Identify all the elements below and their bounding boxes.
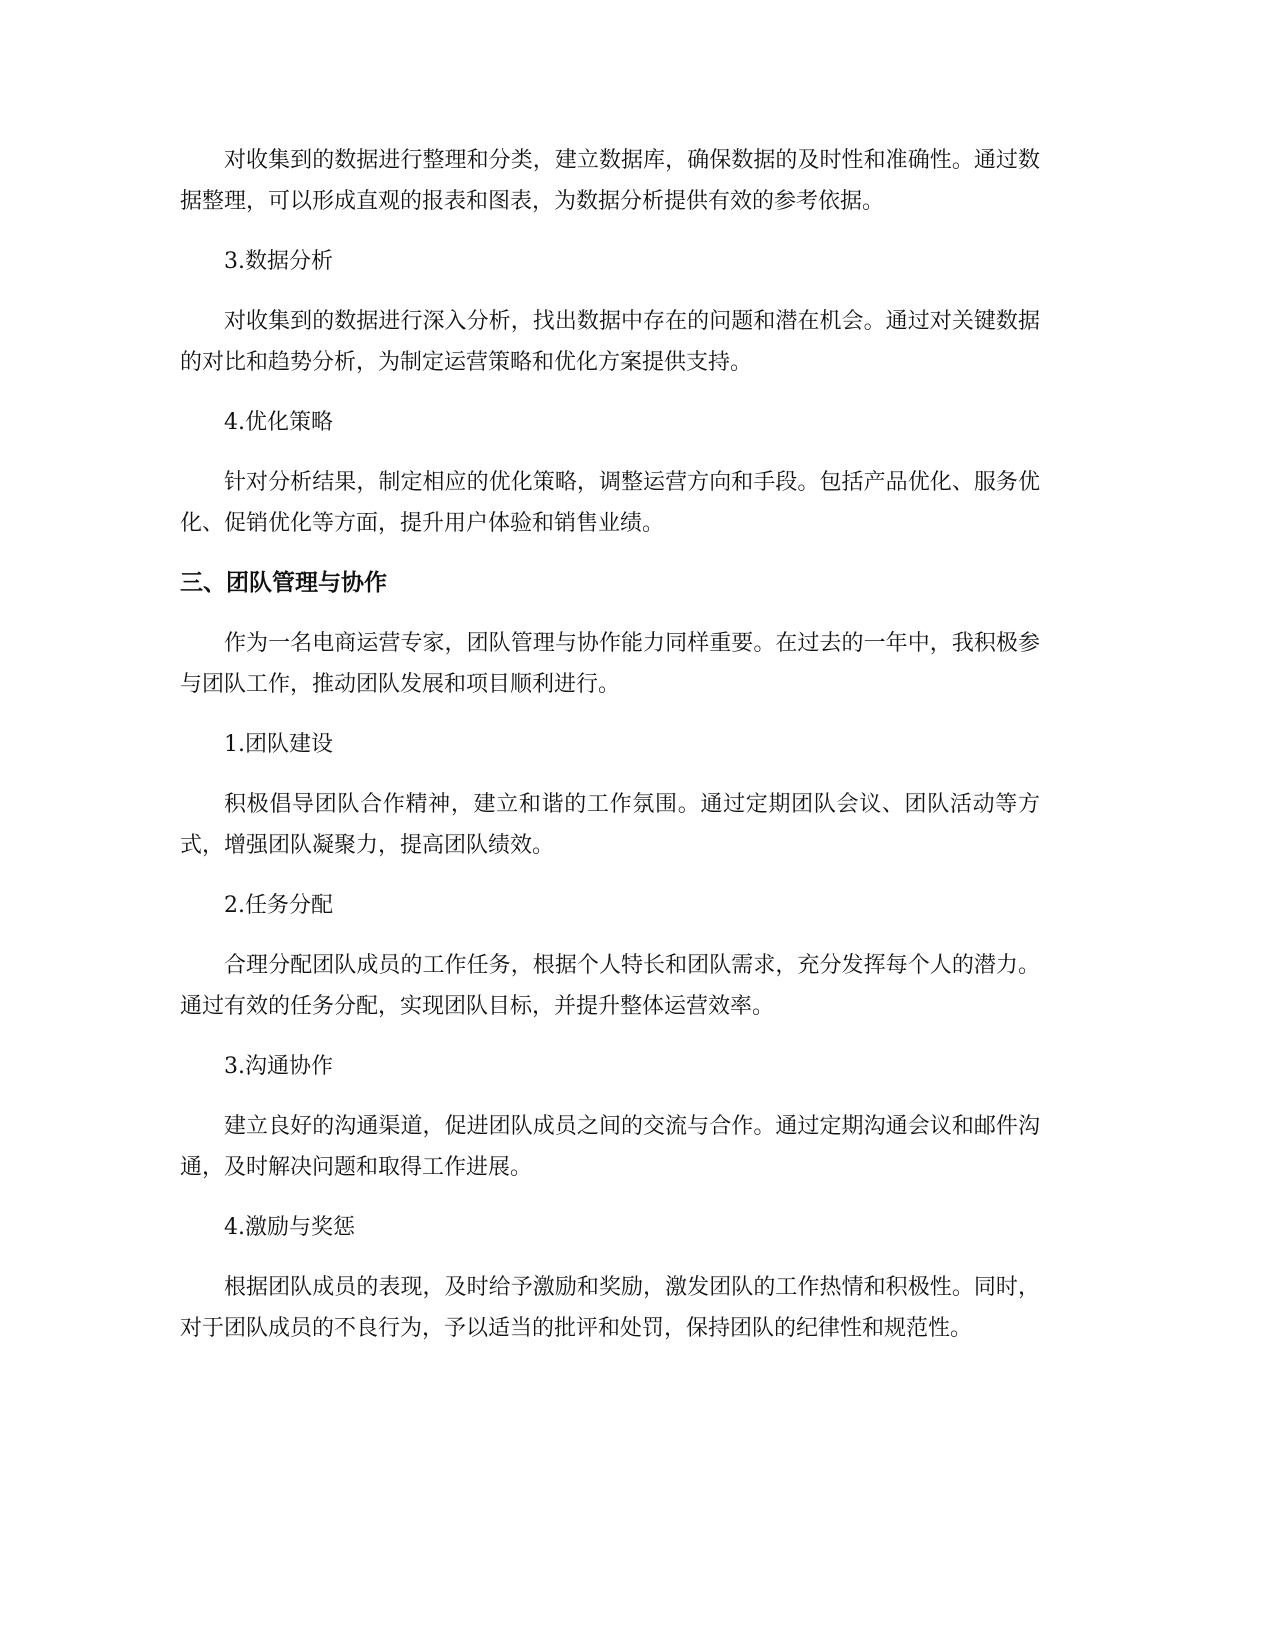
- paragraph-incentives: 根据团队成员的表现，及时给予激励和奖励，激发团队的工作热情和积极性。同时，对于团队成员的不良行为，予以适当的批评和处罚，保持团队的纪律性和规范性。: [180, 1275, 1040, 1341]
- paragraph-team-intro: 作为一名电商运营专家，团队管理与协作能力同样重要。在过去的一年中，我积极参与团队工作，推动团队发展和项目顺利进行。: [180, 631, 1040, 697]
- paragraph-data-organizing: 对收集到的数据进行整理和分类，建立数据库，确保数据的及时性和准确性。通过数据整理，可以形成直观的报表和图表，为数据分析提供有效的参考依据。: [180, 148, 1040, 214]
- subheading-team-building: 1.团队建设: [224, 732, 333, 757]
- subheading-task-assignment: 2.任务分配: [224, 893, 333, 918]
- paragraph-team-building: 积极倡导团队合作精神，建立和谐的工作氛围。通过定期团队会议、团队活动等方式，增强团队凝聚力，提高团队绩效。: [180, 792, 1040, 858]
- subheading-data-analysis: 3.数据分析: [224, 249, 333, 274]
- paragraph-data-analysis: 对收集到的数据进行深入分析，找出数据中存在的问题和潜在机会。通过对关键数据的对比和趋势分析，为制定运营策略和优化方案提供支持。: [180, 309, 1040, 375]
- subheading-incentives: 4.激励与奖惩: [224, 1215, 355, 1240]
- paragraph-optimization-strategy: 针对分析结果，制定相应的优化策略，调整运营方向和手段。包括产品优化、服务优化、促销优化等方面，提升用户体验和销售业绩。: [180, 470, 1040, 536]
- paragraph-task-assignment: 合理分配团队成员的工作任务，根据个人特长和团队需求，充分发挥每个人的潜力。通过有效的任务分配，实现团队目标，并提升整体运营效率。: [180, 953, 1040, 1019]
- subheading-communication: 3.沟通协作: [224, 1054, 333, 1079]
- subheading-optimization-strategy: 4.优化策略: [224, 410, 333, 435]
- document-page: [180, 140, 1040, 1349]
- paragraph-communication: 建立良好的沟通渠道，促进团队成员之间的交流与合作。通过定期沟通会议和邮件沟通，及时解决问题和取得工作进展。: [180, 1114, 1040, 1180]
- section-heading-team-management: 三、团队管理与协作: [180, 570, 387, 596]
